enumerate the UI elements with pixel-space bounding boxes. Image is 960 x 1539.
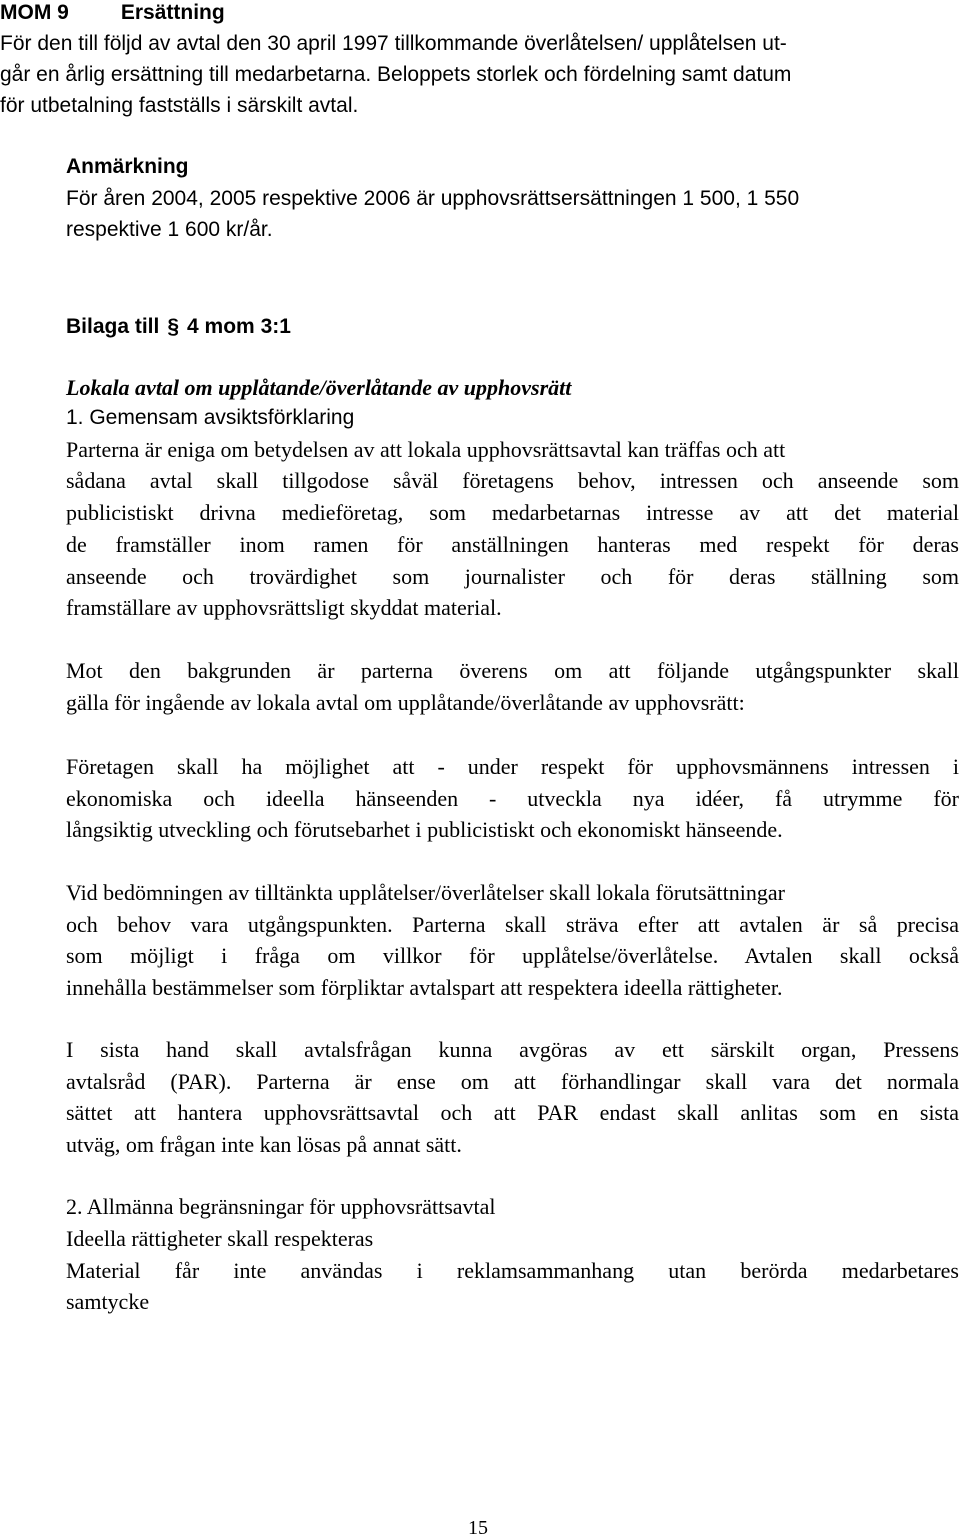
appendix-heading xyxy=(66,314,291,340)
paragraph-line: Ideella rättigheter skall respekteras xyxy=(66,1226,374,1251)
paragraph-line: Vid bedömningen av tilltänkta upplåtelser/överlåtelser skall lokala förutsättningar xyxy=(66,880,785,905)
mom-text-line: för utbetalning fastställs i särskilt avtal. xyxy=(0,94,359,117)
page-number: 15 xyxy=(468,1517,488,1539)
paragraph-line: innehålla bestämmelser som förpliktar avtalspart att respektera ideella rättigheter. xyxy=(66,975,783,1000)
mom-text-line: går en årlig ersättning till medarbetarna. Beloppets storlek och fördelning samt datum xyxy=(0,63,792,86)
paragraph-line: sådana avtal skall tillgodose såväl företagens behov, intressen och anseende som xyxy=(66,468,959,493)
section-sign: § xyxy=(167,315,180,338)
section2-heading: 2. Allmänna begränsningar för upphovsrättsavtal xyxy=(66,1194,496,1219)
paragraph-line: ekonomiska och ideella hänseenden - utveckla nya idéer, få utrymme för xyxy=(66,786,959,811)
paragraph-line: gälla för ingående av lokala avtal om upplåtande/överlåtande av upphovsrätt: xyxy=(66,690,745,715)
note-heading: Anmärkning xyxy=(66,155,189,178)
appendix-prefix: Bilaga till xyxy=(66,315,160,338)
paragraph-line: sättet att hantera upphovsrättsavtal och att PAR endast skall anlitas som en sista xyxy=(66,1100,959,1125)
paragraph-line: som möjligt i fråga om villkor för upplåtelse/överlåtelse. Avtalen skall också xyxy=(66,943,959,968)
mom-text-line: För den till följd av avtal den 30 april 1997 tillkommande överlåtelsen/ upplåtelsen ut- xyxy=(0,32,787,55)
paragraph-line: publicistiskt drivna medieföretag, som medarbetarnas intresse av att det material xyxy=(66,500,959,525)
mom-heading xyxy=(0,0,225,26)
paragraph-line: I sista hand skall avtalsfrågan kunna avgöras av ett särskilt organ, Pressens xyxy=(66,1037,959,1062)
paragraph-line: Mot den bakgrunden är parterna överens om att följande utgångspunkter skall xyxy=(66,658,959,683)
paragraph-line: Företagen skall ha möjlighet att - under respekt för upphovsmännens intressen i xyxy=(66,754,959,779)
appendix-subtitle: Lokala avtal om upplåtande/överlåtande av upphovsrätt xyxy=(66,375,572,400)
paragraph-line: anseende och trovärdighet som journalister och för deras ställning som xyxy=(66,564,959,589)
section1-heading: 1. Gemensam avsiktsförklaring xyxy=(66,406,355,429)
paragraph-line: de framställer inom ramen för anställningen hanteras med respekt för deras xyxy=(66,532,959,557)
paragraph-line: samtycke xyxy=(66,1289,150,1314)
paragraph-line: Parterna är eniga om betydelsen av att lokala upphovsrättsavtal kan träffas och att xyxy=(66,437,786,462)
paragraph-line: utväg, om frågan inte kan lösas på annat sätt. xyxy=(66,1132,462,1157)
appendix-rest: 4 mom 3:1 xyxy=(187,315,291,338)
paragraph-line: framställare av upphovsrättsligt skyddat material. xyxy=(66,595,502,620)
mom-number: MOM 9 xyxy=(0,1,69,24)
mom-title: Ersättning xyxy=(120,1,225,24)
paragraph-line: Material får inte användas i reklamsammanhang utan berörda medarbetares xyxy=(66,1258,959,1283)
paragraph-line: långsiktig utveckling och förutsebarhet i publicistiskt och ekonomiskt hänseende. xyxy=(66,817,783,842)
paragraph-line: och behov vara utgångspunkten. Parterna skall sträva efter att avtalen är så precisa xyxy=(66,912,959,937)
note-line: respektive 1 600 kr/år. xyxy=(66,218,273,241)
note-line: För åren 2004, 2005 respektive 2006 är upphovsrättsersättningen 1 500, 1 550 xyxy=(66,187,800,210)
paragraph-line: avtalsråd (PAR). Parterna är ense om att förhandlingar skall vara det normala xyxy=(66,1069,959,1094)
